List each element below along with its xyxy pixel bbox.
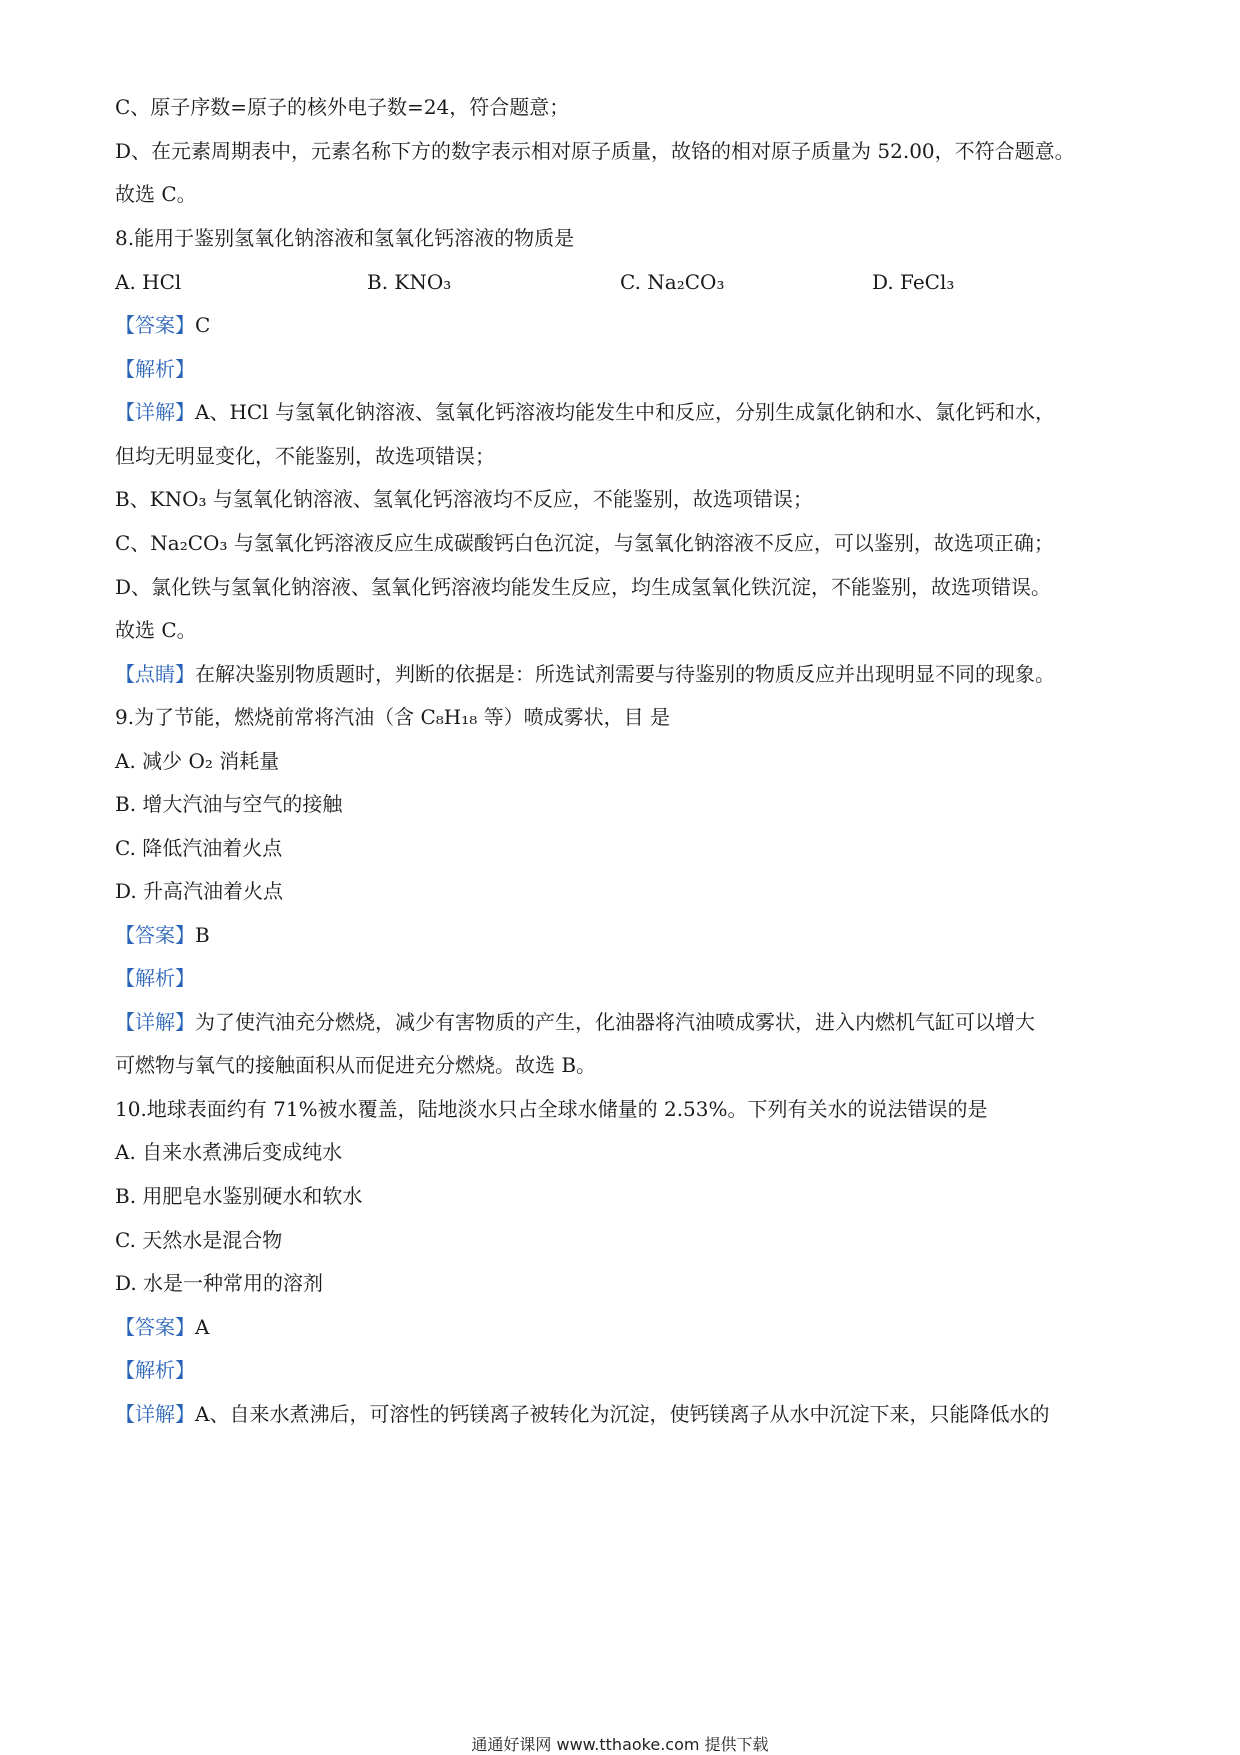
answer-value: B	[195, 923, 210, 947]
detail-tag: 【详解】	[115, 400, 195, 424]
q9-detail-line	[115, 1008, 1035, 1036]
q10-option-c: C. 天然水是混合物	[115, 1228, 283, 1252]
question-8-stem: 8.能用于鉴别氢氧化钠溶液和氢氧化钙溶液的物质是	[115, 226, 575, 250]
q9-detail-line: 可燃物与氧气的接触面积从而促进充分燃烧。故选 B。	[115, 1053, 597, 1077]
q8-option-d: D. FeCl₃	[872, 270, 955, 294]
q10-analysis-heading	[115, 1356, 195, 1384]
q8-option-b: B. KNO₃	[367, 270, 452, 294]
q9-option-b: B. 增大汽油与空气的接触	[115, 792, 343, 816]
text-line: C、原子序数=原子的核外电子数=24，符合题意；	[115, 95, 570, 119]
detail-tag: 【详解】	[115, 1010, 195, 1034]
detail-text: 为了使汽油充分燃烧，减少有害物质的产生，化油器将汽油喷成雾状，进入内燃机气缸可以增大	[195, 1010, 1035, 1034]
question-10-stem: 10.地球表面约有 71%被水覆盖，陆地淡水只占全球水储量的 2.53%。下列有关水的说法错误的是	[115, 1097, 988, 1121]
q8-detail-line: D、氯化铁与氢氧化钠溶液、氢氧化钙溶液均能发生反应，均生成氢氧化铁沉淀，不能鉴别，故选项错误。	[115, 575, 1052, 599]
q9-answer	[115, 921, 210, 949]
analysis-tag: 【解析】	[115, 1358, 195, 1382]
detail-text: A、HCl 与氢氧化钠溶液、氢氧化钙溶液均能发生中和反应，分别生成氯化钠和水、氯化钙和水，	[195, 400, 1055, 424]
q8-detail-line: B、KNO₃ 与氢氧化钠溶液、氢氧化钙溶液均不反应，不能鉴别，故选项错误；	[115, 487, 813, 511]
q8-answer	[115, 311, 210, 339]
q8-detail-line: C、Na₂CO₃ 与氢氧化钙溶液反应生成碳酸钙白色沉淀，与氢氧化钠溶液不反应，可以鉴别，故选项正确；	[115, 531, 1054, 555]
q9-option-c: C. 降低汽油着火点	[115, 836, 283, 860]
answer-tag: 【答案】	[115, 1315, 195, 1339]
q8-option-c: C. Na₂CO₃	[620, 270, 725, 294]
q8-detail-line: 故选 C。	[115, 618, 197, 642]
note-tag: 【点睛】	[115, 662, 195, 686]
answer-tag: 【答案】	[115, 313, 195, 337]
note-text: 在解决鉴别物质题时，判断的依据是：所选试剂需要与待鉴别的物质反应并出现明显不同的现象。	[195, 662, 1055, 686]
q8-option-a: A. HCl	[115, 270, 182, 294]
text-line: D、在元素周期表中，元素名称下方的数字表示相对原子质量，故铬的相对原子质量为 52.00，不符合题意。	[115, 139, 1075, 163]
q8-detail-line	[115, 398, 1055, 426]
q8-note	[115, 660, 1055, 688]
answer-value: C	[195, 313, 211, 337]
q8-analysis-heading	[115, 355, 195, 383]
answer-tag: 【答案】	[115, 923, 195, 947]
q10-answer	[115, 1313, 209, 1341]
q10-option-d: D. 水是一种常用的溶剂	[115, 1271, 324, 1295]
q9-option-a: A. 减少 O₂ 消耗量	[115, 749, 280, 773]
detail-tag: 【详解】	[115, 1402, 195, 1426]
q10-option-b: B. 用肥皂水鉴别硬水和软水	[115, 1184, 363, 1208]
text-line: 故选 C。	[115, 182, 197, 206]
q8-detail-line: 但均无明显变化，不能鉴别，故选项错误；	[115, 444, 495, 468]
detail-text: A、自来水煮沸后，可溶性的钙镁离子被转化为沉淀，使钙镁离子从水中沉淀下来，只能降低水的	[195, 1402, 1050, 1426]
q10-detail-line	[115, 1400, 1049, 1428]
analysis-tag: 【解析】	[115, 357, 195, 381]
page-footer: 通通好课网 www.tthaoke.com 提供下载	[471, 1735, 769, 1754]
analysis-tag: 【解析】	[115, 966, 195, 990]
q10-option-a: A. 自来水煮沸后变成纯水	[115, 1140, 343, 1164]
q9-analysis-heading	[115, 964, 195, 992]
question-9-stem: 9.为了节能，燃烧前常将汽油（含 C₈H₁₈ 等）喷成雾状，目 是	[115, 705, 670, 729]
q9-option-d: D. 升高汽油着火点	[115, 879, 284, 903]
answer-value: A	[195, 1315, 210, 1339]
